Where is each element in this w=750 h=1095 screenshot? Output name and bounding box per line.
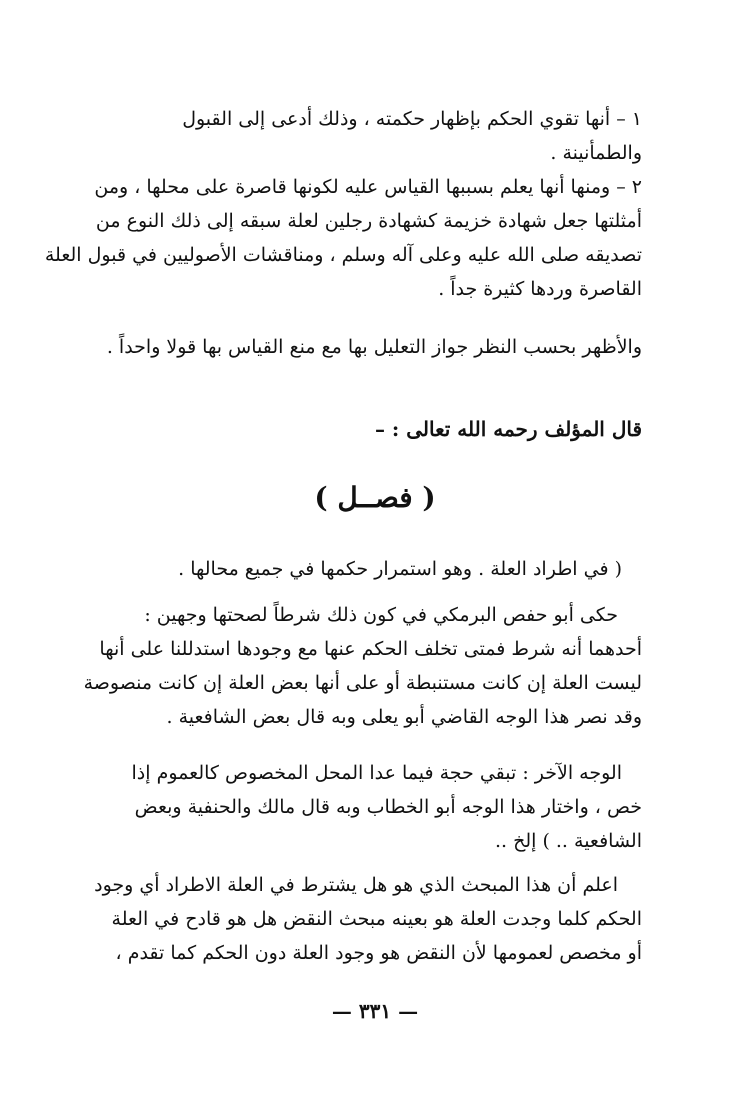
- paragraph-3: [107, 330, 642, 364]
- author-heading: قال المؤلف رحمه الله تعالى : –: [374, 417, 642, 441]
- paragraph-5: [83, 598, 642, 734]
- text-line: والطمأنينة .: [550, 142, 642, 164]
- paragraph-7: [94, 868, 642, 970]
- text-line: ( في اطراد العلة . وهو استمرار حكمها في جميع محالها .: [178, 558, 622, 580]
- text-line: اعلم أن هذا المبحث الذي هو هل يشترط في العلة الاطراد أي وجود: [94, 874, 618, 896]
- text-line: أمثلتها جعل شهادة خزيمة كشهادة رجلين لعلة سبقه إلى ذلك النوع من: [95, 210, 642, 232]
- text-line: وقد نصر هذا الوجه القاضي أبو يعلى وبه قال بعض الشافعية .: [166, 706, 642, 728]
- text-line: ١ – أنها تقوي الحكم بإظهار حكمته ، وذلك أدعى إلى القبول: [182, 108, 642, 130]
- text-line: الشافعية .. ) إلخ ..: [494, 830, 642, 852]
- text-line: خص ، واختار هذا الوجه أبو الخطاب وبه قال مالك والحنفية وبعض: [134, 796, 642, 818]
- text-line: الحكم كلما وجدت العلة هو بعينه مبحث النقض هل هو قادح في العلة: [111, 908, 642, 930]
- text-line: تصديقه صلى الله عليه وعلى آله وسلم ، ومناقشات الأصوليين في قبول العلة: [44, 244, 642, 266]
- text-line: ٢ – ومنها أنها يعلم بسببها القياس عليه لكونها قاصرة على محلها ، ومن: [94, 176, 642, 198]
- text-line: أو مخصص لعمومها لأن النقض هو وجود العلة دون الحكم كما تقدم ،: [115, 942, 642, 964]
- paragraph-4: [107, 552, 642, 586]
- text-line: أحدهما أنه شرط فمتى تخلف الحكم عنها مع وجودها استدللنا على أنها: [99, 638, 642, 660]
- text-line: حكى أبو حفص البرمكي في كون ذلك شرطاً لصحتها وجهين :: [144, 604, 618, 626]
- text-line: ليست العلة إن كانت مستنبطة أو على أنها بعض العلة إن كانت منصوصة: [83, 672, 642, 694]
- text-line: الوجه الآخر : تبقي حجة فيما عدا المحل المخصوص كالعموم إذا: [131, 762, 622, 784]
- page-number: — ٣٣١ —: [331, 999, 419, 1023]
- paragraph-1: [107, 102, 642, 170]
- paragraph-2: [44, 170, 642, 306]
- paragraph-6: [107, 756, 642, 858]
- text-line: القاصرة وردها كثيرة جداً .: [438, 278, 642, 300]
- section-title: ( فصــل ): [314, 481, 436, 514]
- text-line: والأظهر بحسب النظر جواز التعليل بها مع منع القياس بها قولا واحداً .: [106, 336, 642, 358]
